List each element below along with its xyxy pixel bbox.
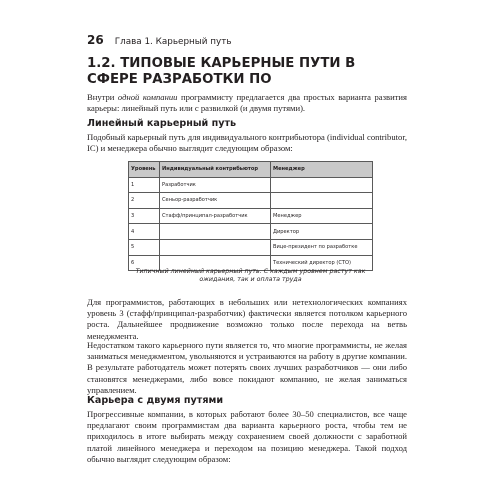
- table-row: [129, 193, 373, 209]
- intro-paragraph: [87, 92, 407, 114]
- dual-path-heading: Карьера с двумя путями: [87, 395, 224, 406]
- linear-path-heading: Линейный карьерный путь: [87, 118, 237, 129]
- linear-path-paragraph: Подобный карьерный путь для индивидуального контрибьютора (individual contributor, IC) и менеджера обычно выглядит следующим образом:: [87, 132, 407, 154]
- table-cell-manager: Директор: [271, 224, 373, 240]
- page-header: [87, 33, 232, 47]
- table-cell-manager: Вице-президент по разработке: [271, 239, 373, 255]
- table-header-ic: Индивидуальный контрибьютор: [160, 162, 271, 178]
- table-cell-ic: Стафф/принципал-разработчик: [160, 208, 271, 224]
- section-title: 1.2. ТИПОВЫЕ КАРЬЕРНЫЕ ПУТИ В СФЕРЕ РАЗРАБОТКИ ПО: [87, 56, 356, 87]
- table-cell-level: 2: [129, 193, 160, 209]
- table-row: [129, 224, 373, 240]
- table-cell-ic: Разработчик: [160, 177, 271, 193]
- dual-path-paragraph: Прогрессивные компании, в которых работают более 30–50 специалистов, все чаще предлагают своим программистам два варианта карьерного роста, чтобы тем не приходилось в итоге выбирать между сохранением своей должности с заработной платой линейного менеджера и переходом на позицию менеджера. Такой подход обычно выглядит следующим образом:: [87, 409, 407, 464]
- table-cell-level: 4: [129, 224, 160, 240]
- table-cell-ic: [160, 224, 271, 240]
- table-cell-level: 6: [129, 255, 160, 271]
- table-cell-manager: Менеджер: [271, 208, 373, 224]
- page-number: 26: [87, 33, 104, 47]
- table-header-row: [129, 162, 373, 178]
- body-paragraph-2: Недостатком такого карьерного пути является то, что многие программисты, не желая заниматься менеджментом, увольняются и устраиваются на работу в другие компании. В результате работодатель может потерять своих лучших разработчиков — они либо становятся менеджерами, либо вовсе покидают компанию, не желая заниматься управлением.: [87, 340, 407, 395]
- table-caption: Типичный линейный карьерный путь. С каждым уровнем растут как ожидания, так и оплата труда: [135, 268, 366, 284]
- table-cell-ic: [160, 239, 271, 255]
- table-cell-ic: Сеньор-разработчик: [160, 193, 271, 209]
- table-cell-level: 3: [129, 208, 160, 224]
- intro-text-end: программисту предлагается два простых варианта развития карьеры: линейный путь или с развилкой (и двумя путями).: [87, 92, 407, 114]
- table-header-level: Уровень: [129, 162, 160, 178]
- table-row: [129, 177, 373, 193]
- intro-text-start: Внутри: [87, 92, 118, 102]
- table-header-manager: Менеджер: [271, 162, 373, 178]
- table-cell-level: 1: [129, 177, 160, 193]
- running-head: Глава 1. Карьерный путь: [114, 37, 232, 47]
- table-cell-manager: [271, 193, 373, 209]
- table-row: [129, 208, 373, 224]
- table-row: [129, 239, 373, 255]
- table-cell-manager: [271, 177, 373, 193]
- body-paragraph-1: Для программистов, работающих в небольших или нетехнологических компаниях уровень 3 (стафф/принципал-разработчик) фактически является потолком карьерного роста. Дальнейшее продвижение возможно только после перехода на ветвь менеджмента.: [87, 297, 407, 341]
- intro-emphasis: одной компании: [117, 92, 178, 102]
- table-cell-level: 5: [129, 239, 160, 255]
- career-levels-table: [128, 161, 373, 271]
- table-cell-manager: Технический директор (CTO): [271, 255, 373, 271]
